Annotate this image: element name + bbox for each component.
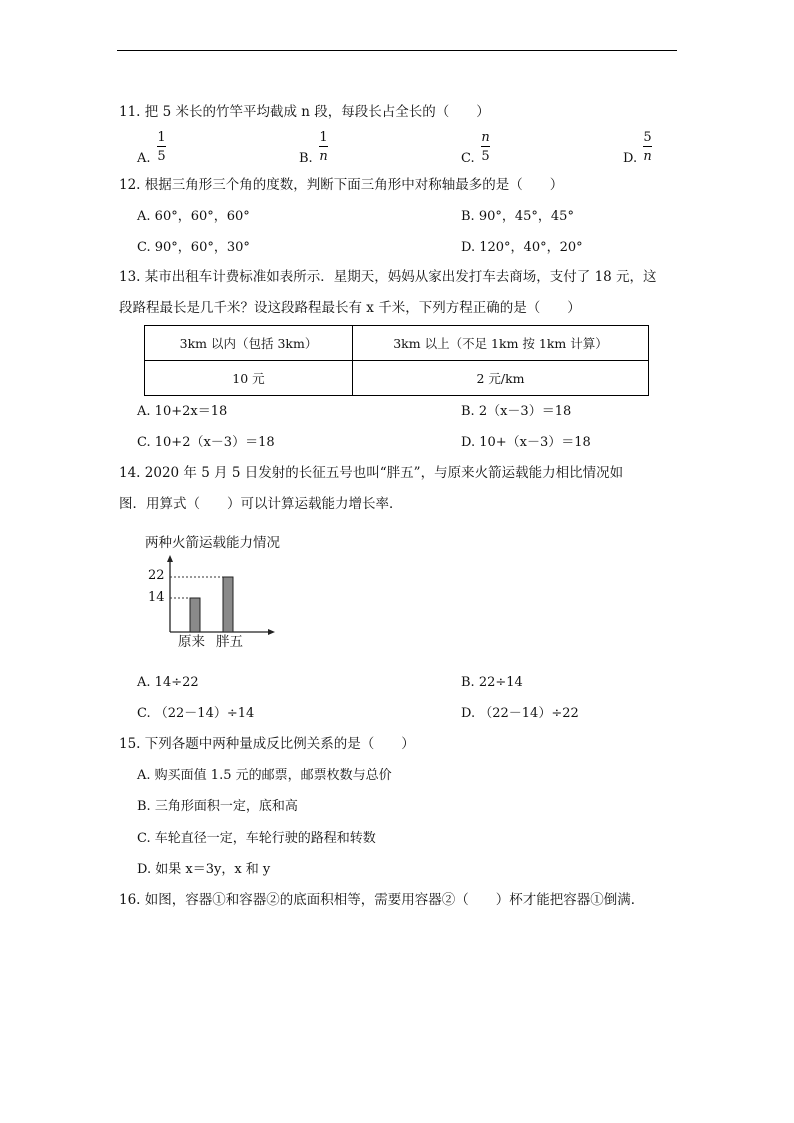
q11-option-c-fraction: n 5 xyxy=(481,130,490,164)
q12-option-c: C. 90°，60°，30° xyxy=(137,240,250,255)
q15-option-c: C. 车轮直径一定，车轮行驶的路程和转数 xyxy=(137,831,376,846)
x-axis-arrow-icon xyxy=(268,629,275,635)
table-row xyxy=(145,361,649,396)
question-text: 2020 年 5 月 5 日发射的长征五号也叫“胖五”，与原来火箭运载能力相比情况如 xyxy=(144,465,624,481)
q13-option-d: D. 10+（x－3）＝18 xyxy=(461,435,591,450)
table-cell: 2 元/km xyxy=(353,361,649,396)
question-12-stem xyxy=(119,179,563,193)
table-header-cell: 3km 以上（不足 1km 按 1km 计算） xyxy=(353,326,649,361)
q12-option-d: D. 120°，40°，20° xyxy=(461,240,583,255)
question-15-stem xyxy=(119,738,415,752)
question-number: 11. xyxy=(119,104,141,120)
question-13-stem-line2: 段路程最长是几千米？设这段路程最长有 x 千米，下列方程正确的是（ ） xyxy=(119,300,581,316)
header-rule xyxy=(117,50,677,51)
table-cell: 10 元 xyxy=(145,361,353,396)
y-tick-14: 14 xyxy=(148,590,165,605)
bar-original xyxy=(190,598,200,632)
question-text: 把 5 米长的竹竿平均截成 n 段，每段长占全长的（ ） xyxy=(144,104,490,120)
question-number: 16. xyxy=(119,892,141,908)
q14-option-c: C. （22－14）÷14 xyxy=(137,706,255,721)
q15-option-d: D. 如果 x＝3y，x 和 y xyxy=(137,862,271,877)
table-header-cell: 3km 以内（包括 3km） xyxy=(145,326,353,361)
question-number: 12. xyxy=(119,177,141,193)
question-text: 根据三角形三个角的度数，判断下面三角形中对称轴最多的是（ ） xyxy=(144,177,564,193)
q13-option-c: C. 10+2（x－3）＝18 xyxy=(137,435,275,450)
q12-option-b: B. 90°，45°，45° xyxy=(461,209,574,224)
q14-option-a: A. 14÷22 xyxy=(137,675,199,690)
x-label-original: 原来 xyxy=(178,634,205,650)
question-text: 某市出租车计费标准如表所示．星期天，妈妈从家出发打车去商场，支付了 18 元，这 xyxy=(144,269,657,285)
q11-option-b-fraction: 1 n xyxy=(319,130,328,164)
question-number: 14. xyxy=(119,465,141,481)
question-11-stem xyxy=(119,106,490,120)
q11-option-d-label: D. xyxy=(623,151,638,166)
q11-option-a-fraction: 1 5 xyxy=(157,130,166,164)
q11-option-b-label: B. xyxy=(299,151,313,166)
q13-option-b: B. 2（x－3）＝18 xyxy=(461,404,572,419)
q11-option-a-label: A. xyxy=(137,151,151,166)
q12-option-a: A. 60°，60°，60° xyxy=(137,209,250,224)
question-16-stem xyxy=(119,894,644,908)
table-header-row xyxy=(145,326,649,361)
q11-option-c-label: C. xyxy=(461,151,475,166)
question-text: 下列各题中两种量成反比例关系的是（ ） xyxy=(144,736,415,752)
q11-option-d-fraction: 5 n xyxy=(643,130,652,164)
y-axis-arrow-icon xyxy=(167,555,173,562)
q14-option-b: B. 22÷14 xyxy=(461,675,523,690)
question-text: 如图，容器①和容器②的底面积相等，需要用容器②（ ）杯才能把容器①倒满． xyxy=(144,892,645,908)
question-14-stem-line2: 图．用算式（ ）可以计算运载能力增长率． xyxy=(119,496,403,512)
question-14-stem-line1 xyxy=(119,467,623,481)
q15-option-b: B. 三角形面积一定，底和高 xyxy=(137,799,298,814)
q15-option-a: A. 购买面值 1.5 元的邮票，邮票枚数与总价 xyxy=(137,768,392,783)
question-number: 13. xyxy=(119,269,141,285)
question-13-stem-line1 xyxy=(119,271,657,285)
fare-table xyxy=(144,325,649,396)
question-number: 15. xyxy=(119,736,141,752)
chart-title: 两种火箭运载能力情况 xyxy=(145,535,280,551)
bar-long-march-5 xyxy=(223,577,233,632)
y-tick-22: 22 xyxy=(148,568,165,583)
q14-option-d: D. （22－14）÷22 xyxy=(461,706,579,721)
x-label-long-march-5: 胖五 xyxy=(216,634,243,650)
q13-option-a: A. 10+2x＝18 xyxy=(137,404,228,419)
